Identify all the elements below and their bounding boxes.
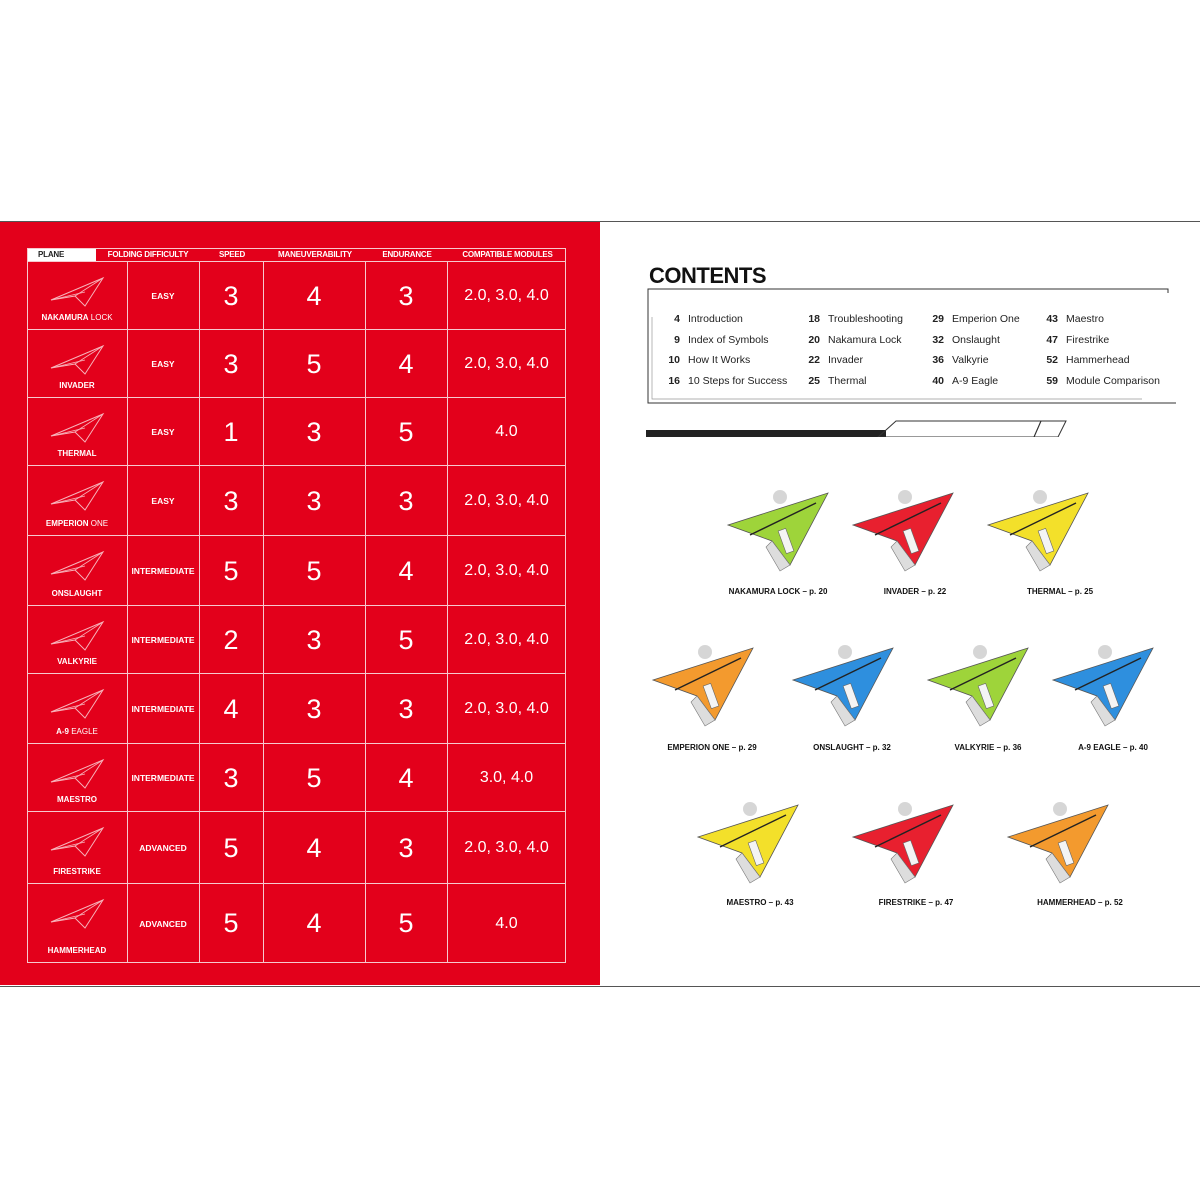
difficulty-cell: INTERMEDIATE [131, 773, 195, 783]
contents-entry[interactable] [924, 375, 998, 387]
table-row [27, 262, 566, 330]
table-row [27, 812, 566, 884]
speed-cell: 1 [223, 416, 239, 447]
modules-cell: 2.0, 3.0, 4.0 [464, 355, 549, 372]
plane-caption[interactable]: FIRESTRIKE – p. 47 [878, 898, 954, 907]
contents-entry-label: Thermal [828, 374, 867, 387]
plane-outline-icon [45, 474, 109, 516]
contents-entry-label: How It Works [688, 354, 751, 366]
plane-name-secondary: EAGLE [68, 727, 98, 736]
header-compatible-modules: COMPATIBLE MODULES [462, 250, 553, 259]
modules-cell: 2.0, 3.0, 4.0 [464, 631, 549, 648]
contents-page-number: 9 [674, 333, 680, 346]
endurance-cell: 5 [398, 908, 414, 938]
plane-name [27, 589, 127, 598]
plane-photo [785, 640, 905, 730]
table-header [27, 248, 566, 262]
plane-name-primary: NAKAMURA [41, 313, 89, 322]
contents-entry-label: Valkyrie [952, 354, 989, 366]
contents-entry[interactable] [1038, 334, 1109, 346]
endurance-cell: 5 [398, 416, 414, 447]
plane-photo [980, 485, 1100, 575]
contents-page-number: 29 [932, 313, 944, 325]
maneuverability-cell: 5 [306, 348, 322, 379]
contents-page-number: 47 [1046, 333, 1058, 346]
plane-outline-icon [45, 752, 109, 794]
plane-name-secondary: ONE [88, 519, 109, 528]
plane-outline-icon [45, 614, 109, 656]
plane-name-primary: MAESTRO [57, 795, 97, 804]
difficulty-cell: EASY [151, 496, 175, 506]
header-plane: PLANE [28, 249, 96, 261]
maneuverability-cell: 3 [306, 485, 322, 516]
contents-entry[interactable] [924, 334, 1000, 346]
difficulty-cell: EASY [151, 291, 175, 301]
contents-entry[interactable] [800, 334, 902, 346]
plane-name-primary: A-9 [56, 727, 69, 736]
contents-entry[interactable] [660, 313, 743, 325]
speed-cell: 3 [223, 762, 239, 793]
contents-entry-label: Onslaught [952, 333, 1000, 346]
plane-photo [645, 640, 765, 730]
plane-caption[interactable]: HAMMERHEAD – p. 52 [1037, 898, 1123, 907]
header-endurance: ENDURANCE [382, 250, 432, 259]
contents-entry-label: Index of Symbols [688, 333, 769, 346]
plane-photo [1045, 640, 1165, 730]
contents-entry-label: Nakamura Lock [828, 333, 902, 346]
contents-page-number: 52 [1046, 354, 1058, 366]
plane-name [27, 727, 127, 736]
endurance-cell: 5 [398, 624, 414, 655]
plane-caption[interactable]: NAKAMURA LOCK – p. 20 [728, 587, 828, 596]
plane-name-primary: THERMAL [57, 449, 97, 458]
plane-photo [720, 485, 840, 575]
contents-page-number: 18 [808, 313, 820, 325]
plane-name-primary: HAMMERHEAD [47, 946, 107, 955]
plane-outline-icon [45, 682, 109, 724]
plane-caption[interactable]: EMPERION ONE – p. 29 [667, 743, 757, 752]
contents-entry-label: Firestrike [1066, 333, 1110, 346]
plane-name [27, 657, 127, 666]
modules-cell: 2.0, 3.0, 4.0 [464, 492, 549, 509]
endurance-cell: 4 [398, 555, 414, 586]
maneuverability-cell: 3 [306, 624, 322, 655]
speed-cell: 4 [223, 693, 239, 724]
endurance-cell: 3 [398, 280, 414, 311]
table-row [27, 744, 566, 812]
plane-name-primary: FIRESTRIKE [53, 867, 101, 876]
maneuverability-cell: 5 [306, 555, 322, 586]
plane-photo [845, 797, 965, 887]
plane-caption[interactable]: A-9 EAGLE – p. 40 [1078, 743, 1148, 752]
plane-name-primary: ONSLAUGHT [51, 589, 103, 598]
table-row [27, 606, 566, 674]
contents-entry-label: Introduction [688, 313, 743, 325]
plane-outline-icon [45, 820, 109, 862]
endurance-cell: 3 [398, 693, 414, 724]
modules-cell: 4.0 [495, 423, 518, 440]
contents-entry-label: Maestro [1066, 313, 1104, 325]
maneuverability-cell: 4 [306, 908, 322, 938]
table-row [27, 466, 566, 536]
plane-photo [920, 640, 1040, 730]
modules-cell: 2.0, 3.0, 4.0 [464, 700, 549, 717]
endurance-cell: 4 [398, 348, 414, 379]
contents-page-number: 16 [668, 374, 680, 387]
contents-page-number: 25 [808, 374, 820, 387]
maneuverability-cell: 4 [306, 280, 322, 311]
endurance-cell: 4 [398, 762, 414, 793]
plane-name [27, 519, 127, 528]
difficulty-cell: EASY [151, 427, 175, 437]
endurance-cell: 3 [398, 832, 414, 863]
maneuverability-cell: 4 [306, 832, 322, 863]
difficulty-cell: ADVANCED [139, 918, 187, 929]
plane-name-primary: INVADER [59, 381, 95, 390]
plane-name-secondary: LOCK [88, 313, 113, 322]
contents-page-number: 36 [932, 354, 944, 366]
contents-page-number: 43 [1046, 313, 1058, 325]
contents-entry[interactable] [660, 375, 787, 387]
plane-outline-icon [45, 544, 109, 586]
plane-outline-icon [45, 892, 109, 934]
speed-cell: 3 [223, 348, 239, 379]
table-row [27, 536, 566, 606]
contents-entry-label: Invader [828, 354, 864, 366]
header-speed: SPEED [218, 250, 246, 259]
plane-name-primary: VALKYRIE [57, 657, 97, 666]
plane-outline-icon [45, 406, 109, 448]
plane-name [27, 867, 127, 876]
contents-entry[interactable] [1038, 375, 1160, 387]
header-maneuverability: MANEUVERABILITY [278, 250, 352, 259]
plane-name [27, 946, 127, 955]
table-row [27, 674, 566, 744]
plane-caption[interactable]: MAESTRO – p. 43 [726, 898, 794, 907]
plane-name [27, 449, 127, 458]
plane-outline-icon [45, 338, 109, 380]
plane-caption[interactable]: THERMAL – p. 25 [1026, 587, 1094, 596]
maneuverability-cell: 3 [306, 416, 322, 447]
table-row [27, 884, 566, 963]
contents-entry-label: 10 Steps for Success [688, 374, 788, 387]
difficulty-cell: ADVANCED [139, 843, 187, 853]
speed-cell: 5 [223, 832, 239, 863]
plane-outline-icon [45, 270, 109, 312]
table-row [27, 330, 566, 398]
speed-cell: 2 [223, 624, 239, 655]
header-folding-difficulty: FOLDING DIFFICULTY [107, 250, 189, 259]
plane-name-primary: EMPERION [45, 519, 89, 528]
maneuverability-cell: 3 [306, 693, 322, 724]
contents-page-number: 20 [808, 333, 820, 346]
contents-entry[interactable] [924, 354, 989, 366]
speed-cell: 3 [223, 485, 239, 516]
contents-entry-label: Troubleshooting [828, 313, 903, 325]
difficulty-cell: INTERMEDIATE [131, 635, 195, 645]
comparison-table [27, 248, 566, 963]
modules-cell: 3.0, 4.0 [479, 769, 534, 786]
modules-cell: 2.0, 3.0, 4.0 [464, 287, 549, 304]
contents-entry-label: Hammerhead [1066, 354, 1130, 366]
modules-cell: 4.0 [495, 914, 518, 932]
plane-photo [690, 797, 810, 887]
speed-cell: 5 [223, 908, 239, 938]
plane-photo [1000, 797, 1120, 887]
contents-entry[interactable] [924, 313, 1020, 325]
contents-entry[interactable] [660, 354, 750, 366]
maneuverability-cell: 5 [306, 762, 322, 793]
modules-cell: 2.0, 3.0, 4.0 [464, 562, 549, 579]
contents-entry-label: Emperion One [952, 313, 1020, 325]
contents-entry[interactable] [800, 375, 867, 387]
contents-entry-label: A-9 Eagle [952, 374, 999, 387]
difficulty-cell: EASY [151, 359, 175, 369]
contents-page-number: 4 [674, 313, 680, 325]
contents-entry[interactable] [1038, 313, 1104, 325]
contents-page-number: 32 [932, 333, 944, 346]
speed-cell: 5 [223, 555, 239, 586]
plane-name [27, 381, 127, 390]
contents-entry[interactable] [660, 334, 769, 346]
contents-title: CONTENTS [649, 263, 766, 288]
plane-caption[interactable]: VALKYRIE – p. 36 [954, 743, 1022, 752]
contents-page-number: 22 [808, 354, 820, 366]
contents-page-number: 59 [1046, 374, 1058, 387]
difficulty-cell: INTERMEDIATE [131, 704, 195, 714]
modules-cell: 2.0, 3.0, 4.0 [464, 839, 549, 856]
contents-page-number: 10 [668, 354, 680, 366]
plane-name [27, 313, 127, 322]
endurance-cell: 3 [398, 485, 414, 516]
table-row [27, 398, 566, 466]
plane-caption[interactable]: ONSLAUGHT – p. 32 [813, 743, 891, 752]
contents-entry[interactable] [800, 313, 903, 325]
plane-photo [845, 485, 965, 575]
contents-entry-label: Module Comparison [1066, 374, 1160, 387]
contents-entry[interactable] [800, 354, 863, 366]
contents-entry[interactable] [1038, 354, 1130, 366]
plane-caption[interactable]: INVADER – p. 22 [883, 587, 947, 596]
speed-cell: 3 [223, 280, 239, 311]
plane-name [27, 795, 127, 804]
contents-page-number: 40 [932, 374, 944, 387]
difficulty-cell: INTERMEDIATE [131, 566, 195, 576]
